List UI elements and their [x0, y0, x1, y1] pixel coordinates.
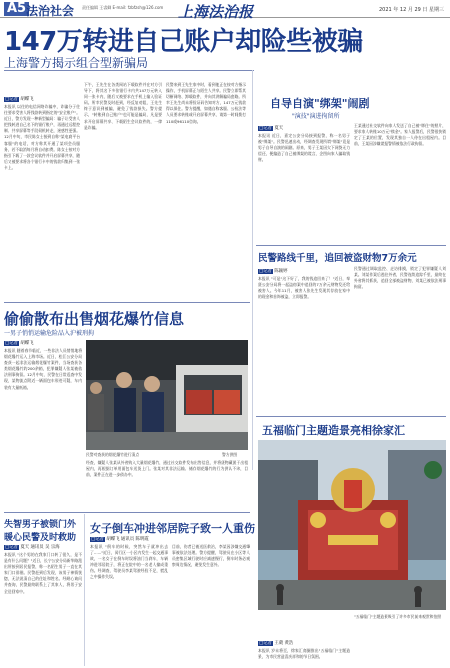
lead-headline: 147万转进自己账户却险些被骗 — [4, 27, 363, 57]
theft-col-2: 民警通过调取监控、走访排摸，锁定了犯罪嫌疑人刘某。刘某作案后逃往外省，民警连续追踪千里，最终在外省将其抓获，追回全部被盗财物，刘某已被依法刑事拘留。 — [354, 266, 446, 290]
decor-byline — [258, 640, 293, 646]
fraud-show-kicker: "演技"演进拘留所 — [292, 113, 340, 120]
fraud-show-headline: 自导自演"绑架"闹剧 — [270, 97, 370, 110]
divider — [4, 70, 254, 71]
byline-name: 陈颖婷 — [274, 269, 288, 274]
lead-col-1: 本报讯 以往的电信网络诈骗中，诈骗分子往往要求受害人将钱款转到指定的"安全账户"。近日，警方发现一种新型骗局：骗子让受害人把钱转进自己名下的银行账户，再通过远程控制、共享屏幕等手段伺机转走，迷惑性更强。12月中旬，市民陈女士接到自称"某电商平台客服"的电话，对方称其开通了某项会员服务，若不取消每月将自动扣费。陈女士按对方指引下载了一款会议软件并开启屏幕共享，随后又被要求将各个银行卡中的钱款归集到一张卡上。 — [4, 104, 80, 170]
lead-col-2: 下午，王先生在各类网站下载软件并在对方引导下，将其名下多张银行卡内共147万元转入同一张卡内，随后又被要求在手机上输入验证码。所幸民警及时赶到，经反复劝阻，王先生终于意识到被骗，避免了钱款损失。警方提示，"转账到自己账户"也可能是骗局，凡是要求开启屏幕共享、下载陌生会议软件的，一律是诈骗。 — [84, 82, 162, 130]
byline-tag: □记者 — [259, 641, 272, 646]
car-col-1: 本报讯 "倒车的时候，突然车子就冲出去了……"近日，闵行区一小区内发生一起交通事故，一名女子在倒车时误将油门当刹车，车辆冲进邻居院子，将正在院中的一名老人撞成重伤。经调查，驾驶员李某驾驶经验不足，慌乱之中操作失误。 — [90, 544, 168, 580]
byline-name: 夏天 通讯员 吴 宗海 — [20, 545, 60, 550]
byline-tag: □记者 — [259, 269, 272, 274]
fireworks-byline — [4, 340, 34, 346]
theft-byline — [258, 268, 288, 274]
fraud-show-col-2: 王某通过社交软件向家人发送了自己被"绑住"的照片，要求家人转账10万元"赎金"。家人报警后，民警很快锁定了王某的位置，发现其独自一人待在出租屋内。目前，王某因涉嫌谎报警情被依法行政拘留。 — [354, 123, 446, 147]
decor-photo — [258, 440, 446, 610]
divider — [4, 512, 250, 513]
missing-headline: 失智男子被锁门外 — [4, 520, 77, 530]
car-byline — [90, 536, 149, 542]
theft-col-1: 本报讯 "可是"这下好了，我的钱追回来了！"近日，奉贤公安分局将一起盗窃案中追回的7万余元财物发还给被害人。今年11月，被害人张先生发现其存放在家中的现金和首饰被盗，立即报警。 — [258, 276, 350, 300]
fireworks-credit: 警方供图 — [222, 452, 238, 457]
decor-col: 本报讯 岁末将至，徐家汇商圈推出"五福临门"主题造景，为市民营造喜庆祥和的节日氛围。 — [258, 648, 350, 660]
divider — [256, 416, 446, 417]
missing-headline-2: 暖心民警及时救助 — [4, 533, 77, 543]
page-header — [0, 0, 450, 21]
fireworks-headline: 偷偷散布出售烟花爆竹信息 — [4, 310, 185, 328]
decor-caption: "五福临门"主题造景吸引了许多市民前来观赏和拍照 — [354, 614, 442, 619]
decor-photo-svg — [258, 440, 446, 610]
masthead: 上海法治报 — [178, 3, 254, 21]
byline-name: 胡蝶飞 — [20, 97, 34, 102]
byline-tag: □记者 — [5, 545, 18, 550]
fraud-show-byline — [258, 125, 283, 131]
missing-col: 本报讯 "这个男的在我家门口转了很久，是不是有什么问题？"近日，长宁公安分局新华路派出所接到居民报警，称一名陌生男子一直在其家门口徘徊。民警赶到后发现，该男子神情恍惚，无法说清自己的住址和姓名。经耐心询问并查询，民警最终联系上了其家人，将男子安全送回家中。 — [4, 552, 82, 594]
issue-date: 2021 年 12 月 29 日 星期三 — [379, 7, 444, 13]
car-col-2: 目前，伤者已被送医救治，李某因涉嫌交通肇事被依法处理。警方提醒，驾驶员在小区等人员密集区域行驶时应减速慢行，倒车时务必观察周边情况，避免发生意外。 — [172, 544, 250, 568]
byline-tag: □记者 — [91, 537, 104, 542]
byline-name: 夏天 — [274, 126, 284, 131]
editor-info: 责任编辑 王睿卿 E-mail: fzbfzsh@126.com — [82, 5, 164, 10]
theft-headline: 民警路线千里，追回被盗财物7万余元 — [258, 253, 417, 264]
byline-tag: □记者 — [5, 97, 18, 102]
vertical-rule — [84, 514, 85, 666]
car-headline: 女子倒车冲进邻居院子致一人重伤 — [90, 522, 255, 535]
byline-name: 胡蝶飞 通讯员 陈明霞 — [106, 537, 149, 542]
page-number: A5 — [4, 2, 29, 16]
decor-headline: 五福临门主题造景亮相徐家汇 — [262, 424, 405, 437]
byline-tag: □记者 — [259, 126, 272, 131]
fireworks-caption: 民警对查获的烟花爆竹进行清点 — [86, 452, 140, 457]
lead-col-3: 民警来到王先生家中时，看到他正在按对方指示操作，手机屏幕正与陌生人共享。民警立即帮其切断网络、卸载软件，并向其讲解骗局套路。所幸王先生尚未将验证码告知对方，147万元钱款得以保住。警方提醒，如遇自称客服、公检法等人员要求转账或开启屏幕共享，请第一时间拨打110或96110咨询。 — [166, 82, 246, 124]
divider — [256, 245, 446, 246]
fireworks-photo — [86, 340, 248, 450]
vertical-rule — [252, 70, 253, 470]
lead-byline — [4, 96, 34, 102]
missing-byline — [4, 544, 60, 550]
byline-name: 胡蝶飞 — [20, 341, 34, 346]
lead-subhead: 上海警方揭示组合型新骗局 — [4, 56, 149, 70]
byline-name: 王葳 黄浩 — [274, 641, 294, 646]
fireworks-col-1: 本报讯 随着春节临近，一些非法人员悄悄地将烟花爆竹运入上海市场。近日，松江公安分局查获一起非法运输烟花爆竹案件，当场查获各类烟花爆竹约200余箱，犯罪嫌疑人张某被依法刑事拘留。12月中旬，民警在日常巡查中发现，某物流点附近一辆面包车形迹可疑，车内装有大量纸箱。 — [4, 348, 82, 390]
fireworks-kicker: 一男子悄悄运输危险品入沪被刑拘 — [4, 330, 95, 337]
byline-tag: □记者 — [5, 341, 18, 346]
fireworks-photo-svg — [86, 340, 248, 450]
fireworks-col-2: 经查，嫌疑人张某从外省购入大量烟花爆竹，通过社交软件发布出售信息，并将货物藏匿于出租屋内，再根据订单用面包车送货上门。张某对其非法运输、储存烟花爆竹的行为供认不讳，目前，案件正在进一步侦办中。 — [86, 460, 248, 478]
section-title: 法治社会 — [26, 4, 75, 18]
divider — [4, 302, 250, 303]
fraud-show-col-1: 本报讯 近日，嘉定公安分局接到报警，称一名男子被"绑架"。民警迅速出动，经调查发现所谓"绑架"竟是男子自导自演的闹剧。原来，男子王某因欠下网贷无力偿还，便编造了自己被绑架的谎言，企图向家人骗取钱财。 — [258, 133, 350, 163]
